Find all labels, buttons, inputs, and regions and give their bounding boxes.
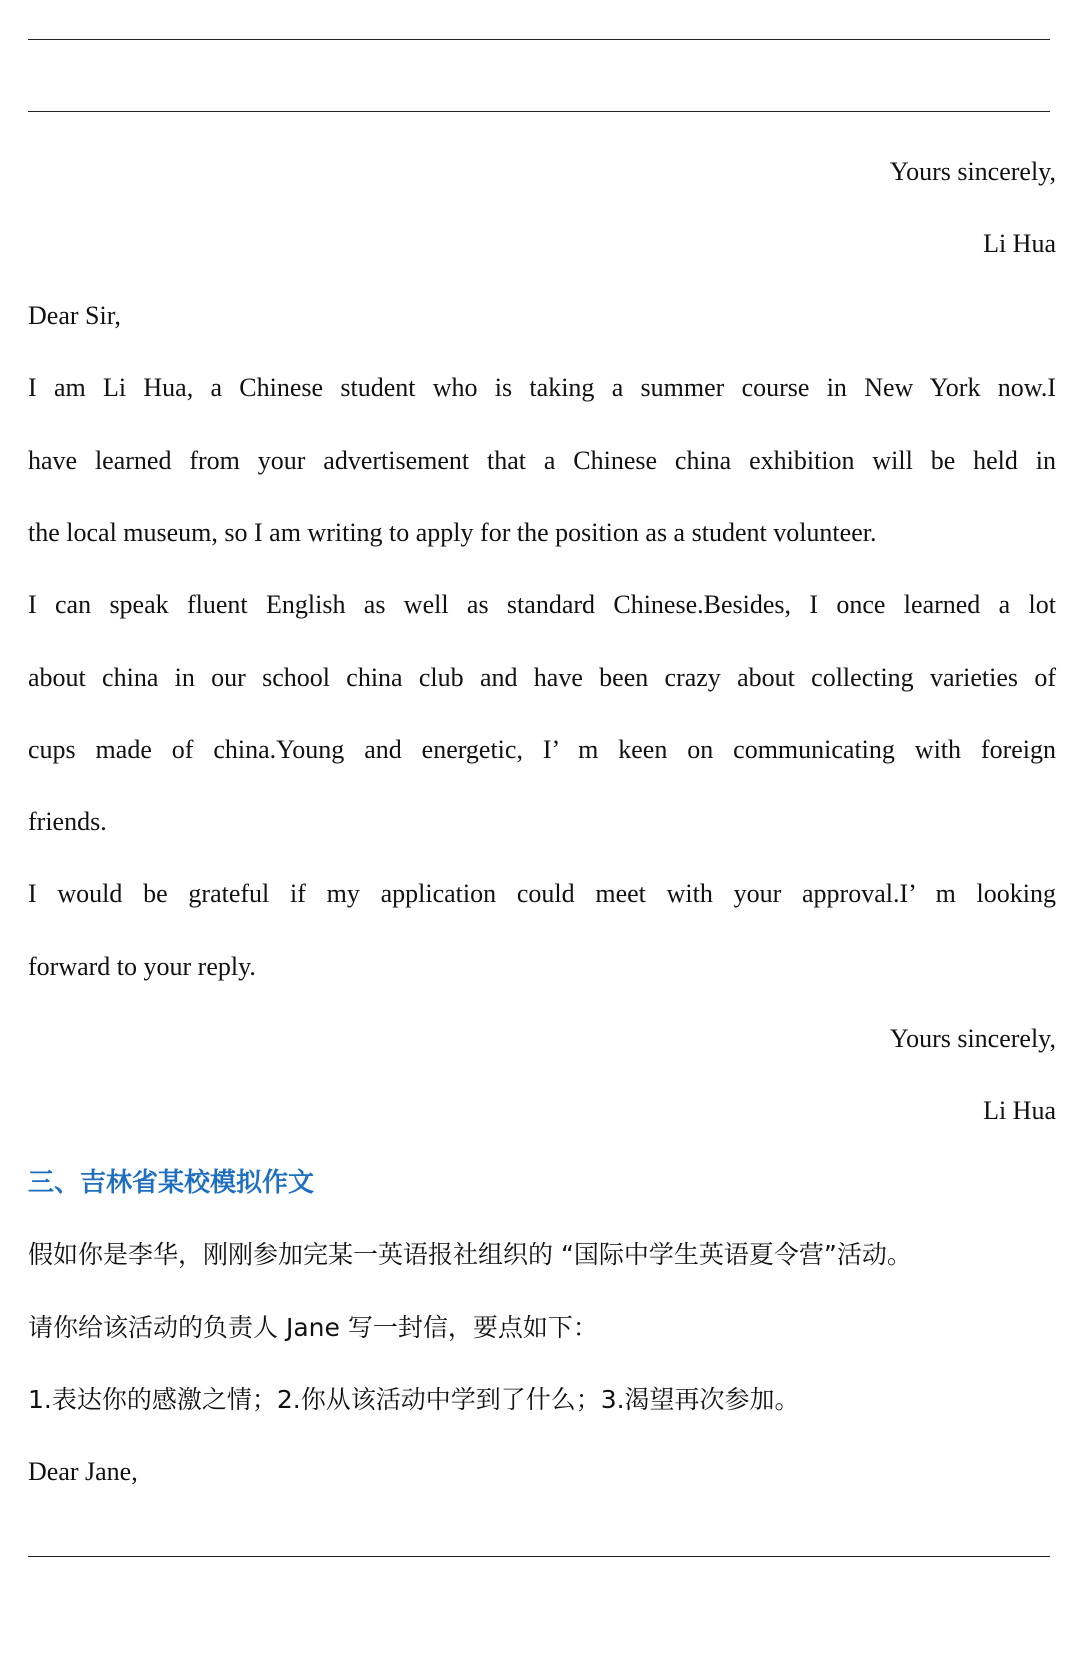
letter-line: forward to your reply. [28, 952, 256, 981]
prompt-text: 请你给该活动的负责人 Jane 写一封信，要点如下： [28, 1313, 598, 1342]
letter-line: I would be grateful if my application could meet with your approval.I’ m looking [28, 879, 1056, 908]
letter-line: have learned from your advertisement that a Chinese china exhibition will be held in [28, 446, 1056, 475]
prompt-text: 1.表达你的感激之情；2.你从该活动中学到了什么；3.渴望再次参加。 [28, 1385, 800, 1414]
letter-line: I can speak fluent English as well as standard Chinese.Besides, I once learned a lot [28, 590, 1056, 619]
letter-salutation: Dear Jane, [28, 1457, 138, 1486]
letter-line: I am Li Hua, a Chinese student who is taking a summer course in New York now.I [28, 373, 1056, 402]
section-heading: 三、吉林省某校模拟作文 [28, 1168, 315, 1198]
closing-text: Yours sincerely, [889, 1024, 1056, 1053]
letter-line: about china in our school china club and have been crazy about collecting varieties of [28, 663, 1056, 692]
answer-blank-line [28, 1556, 1050, 1557]
letter-line: the local museum, so I am writing to apply for the position as a student volunteer. [28, 518, 877, 547]
answer-blank-line [28, 111, 1050, 112]
signature-name: Li Hua [983, 1096, 1056, 1125]
letter-line: cups made of china.Young and energetic, I’ m keen on communicating with foreign [28, 735, 1056, 764]
prompt-text: 假如你是李华，刚刚参加完某一英语报社组织的 “国际中学生英语夏令营”活动。 [28, 1240, 912, 1269]
letter-salutation: Dear Sir, [28, 301, 121, 330]
closing-text: Yours sincerely, [889, 157, 1056, 186]
signature-name: Li Hua [983, 229, 1056, 258]
answer-blank-line [28, 39, 1050, 40]
letter-line: friends. [28, 807, 107, 836]
